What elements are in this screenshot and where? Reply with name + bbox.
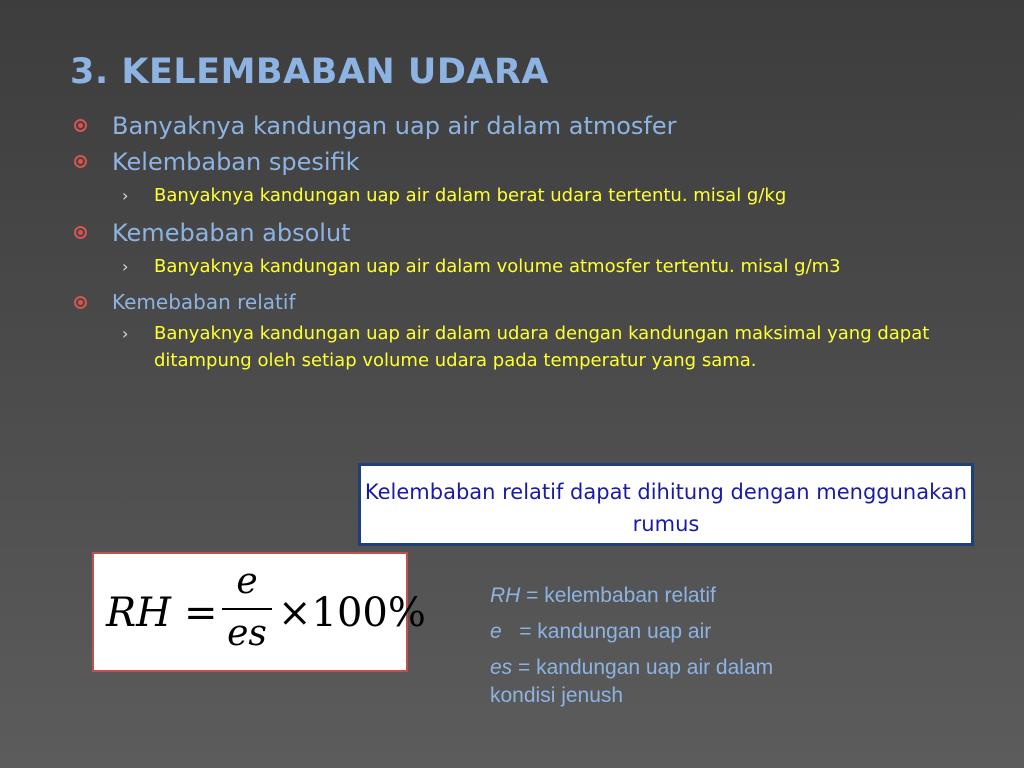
formula-numerator: e xyxy=(236,561,258,602)
bullet-4 xyxy=(70,288,950,316)
bullet-1-text: Banyaknya kandungan uap air dalam atmosfer xyxy=(112,112,677,140)
bullet-4-circle-icon xyxy=(74,296,87,309)
bullet-4-text: Kemebaban relatif xyxy=(112,290,296,314)
formula-fraction xyxy=(222,562,272,654)
definition-e xyxy=(490,614,910,650)
bullet-2-circle-icon xyxy=(74,155,87,168)
bullet-2-text: Kelembaban spesifik xyxy=(112,148,360,176)
note-box: Kelembaban relatif dapat dihitung dengan menggunakan rumus xyxy=(358,463,974,546)
definition-rh-symbol: RH xyxy=(490,584,521,607)
definition-e-text: = kandungan uap air xyxy=(501,620,712,643)
bullet-1 xyxy=(70,110,950,142)
bullet-2 xyxy=(70,146,950,178)
bullet-list xyxy=(70,110,950,382)
bullet-4-sub-1 xyxy=(70,320,950,374)
bullet-4-sub-text: Banyaknya kandungan uap air dalam udara dengan kandungan maksimal yang dapat ditampung oleh setiap volume udara pada temperatur yang sama. xyxy=(154,323,930,371)
bullet-3-circle-icon xyxy=(74,226,87,239)
formula-lhs: RH xyxy=(106,590,171,636)
definition-es-symbol: es xyxy=(490,656,513,679)
bullet-3-sub-chevron-icon: › xyxy=(122,257,129,276)
definition-es-continuation: kondisi jenush xyxy=(490,684,624,707)
definitions xyxy=(490,578,910,714)
bullet-3-text: Kemebaban absolut xyxy=(112,219,351,247)
formula-box xyxy=(92,552,426,672)
bullet-3 xyxy=(70,217,950,249)
definition-rh-text: = kelembaban relatif xyxy=(520,584,716,607)
formula-denominator: es xyxy=(227,613,267,654)
bullet-3-sub-text: Banyaknya kandungan uap air dalam volume atmosfer tertentu. misal g/m3 xyxy=(154,256,841,277)
definition-e-symbol: e xyxy=(490,620,502,643)
slide-title: 3. KELEMBABAN UDARA xyxy=(70,52,550,92)
formula-multiplier: ×100% xyxy=(278,590,426,636)
bullet-3-sub-1 xyxy=(70,253,950,280)
formula-fraction-bar xyxy=(222,608,272,610)
bullet-4-sub-chevron-icon: › xyxy=(122,324,129,343)
bullet-2-sub-text: Banyaknya kandungan uap air dalam berat udara tertentu. misal g/kg xyxy=(154,185,787,206)
bullet-1-circle-icon xyxy=(74,119,87,132)
definition-es-text: = kandungan uap air dalam xyxy=(512,656,774,679)
bullet-2-sub-chevron-icon: › xyxy=(122,186,129,205)
definition-rh xyxy=(490,578,910,614)
formula-equals: = xyxy=(184,590,218,636)
bullet-2-sub-1 xyxy=(70,182,950,209)
